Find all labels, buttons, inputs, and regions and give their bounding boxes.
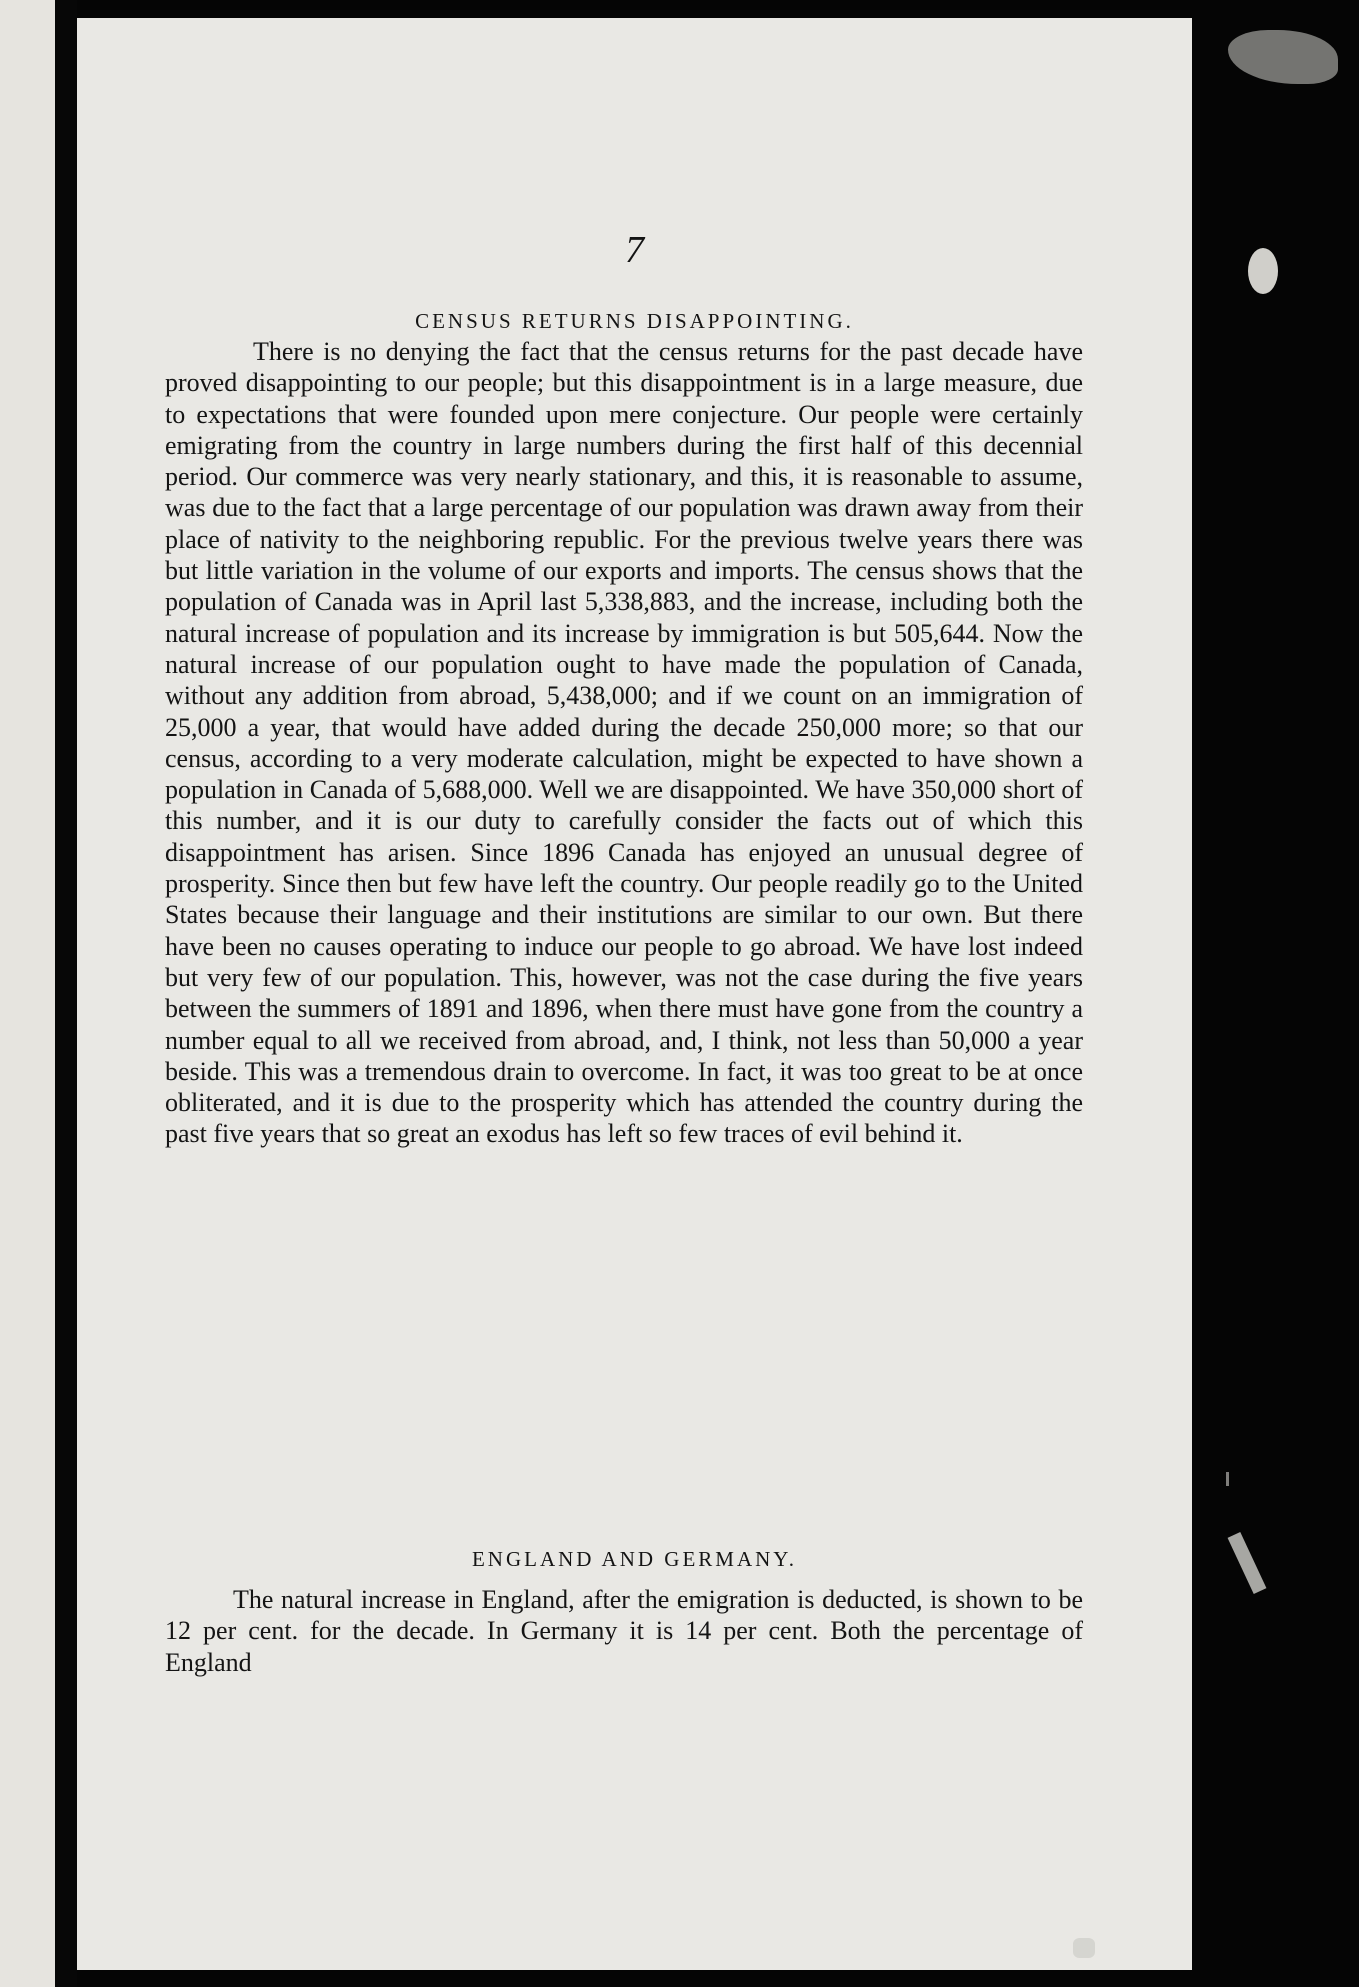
scan-artifact-top	[1228, 30, 1338, 84]
paragraph-census-returns: There is no denying the fact that the census returns for the past decade have proved disappointing to our people; but this disappointment is in a large measure, due to expectations that were founded upon mere conjecture. Our people were certainly emigrating from the country in large numbers during the first half of this decennial period. Our commerce was very nearly stationary, and this, it is reasonable to assume, was due to the fact that a large percentage of our population was drawn away from their place of nativity to the neighboring republic. For the previous twelve years there was but little variation in the volume of our exports and imports. The census shows that the population of Canada was in April last 5,338,883, and the increase, including both the natural increase of population and its increase by immigration is but 505,644. Now the natural increase of our population ought to have made the population of Canada, without any addition from abroad, 5,438,000; and if we count on an immigration of 25,000 a year, that would have added during the decade 250,000 more; so that our census, according to a very moderate calculation, might be expected to have shown a population in Canada of 5,688,000. Well we are disappointed. We have 350,000 short of this number, and it is our duty to carefully consider the facts out of which this disappointment has arisen. Since 1896 Canada has enjoyed an unusual degree of prosperity. Since then but few have left the country. Our people readily go to the United States because their language and their institutions are similar to our own. But there have been no causes operating to induce our people to go abroad. We have lost indeed but very few of our population. This, however, was not the case during the five years between the summers of 1891 and 1896, when there must have gone from the country a number equal to all we received from abroad, and, I think, not less than 50,000 a year beside. This was a tremendous drain to overcome. In fact, it was too great to be at once obliterated, and it is due to the prosperity which has attended the country during the past five years that so great an exodus has left so few traces of evil behind it.	[165, 337, 1083, 1149]
scan-artifact-tick	[1226, 1472, 1229, 1486]
scan-artifact-streak	[1228, 1532, 1267, 1594]
section-heading-england-germany: ENGLAND AND GERMANY.	[471, 1547, 798, 1571]
paragraph-england-germany: The natural increase in England, after the emigration is deducted, is shown to be 12 per cent. for the decade. In Germany it is 14 per cent. Both the percentage of England	[165, 1585, 1083, 1677]
scan-artifact-bottom	[1073, 1938, 1095, 1958]
book-gutter	[55, 0, 77, 1987]
book-page	[77, 18, 1192, 1970]
scan-artifact-spot	[1248, 248, 1278, 294]
adjacent-page-edge	[0, 0, 62, 1987]
section-heading-census-returns: CENSUS RETURNS DISAPPOINTING.	[415, 309, 854, 333]
page-number: 7	[625, 229, 644, 271]
